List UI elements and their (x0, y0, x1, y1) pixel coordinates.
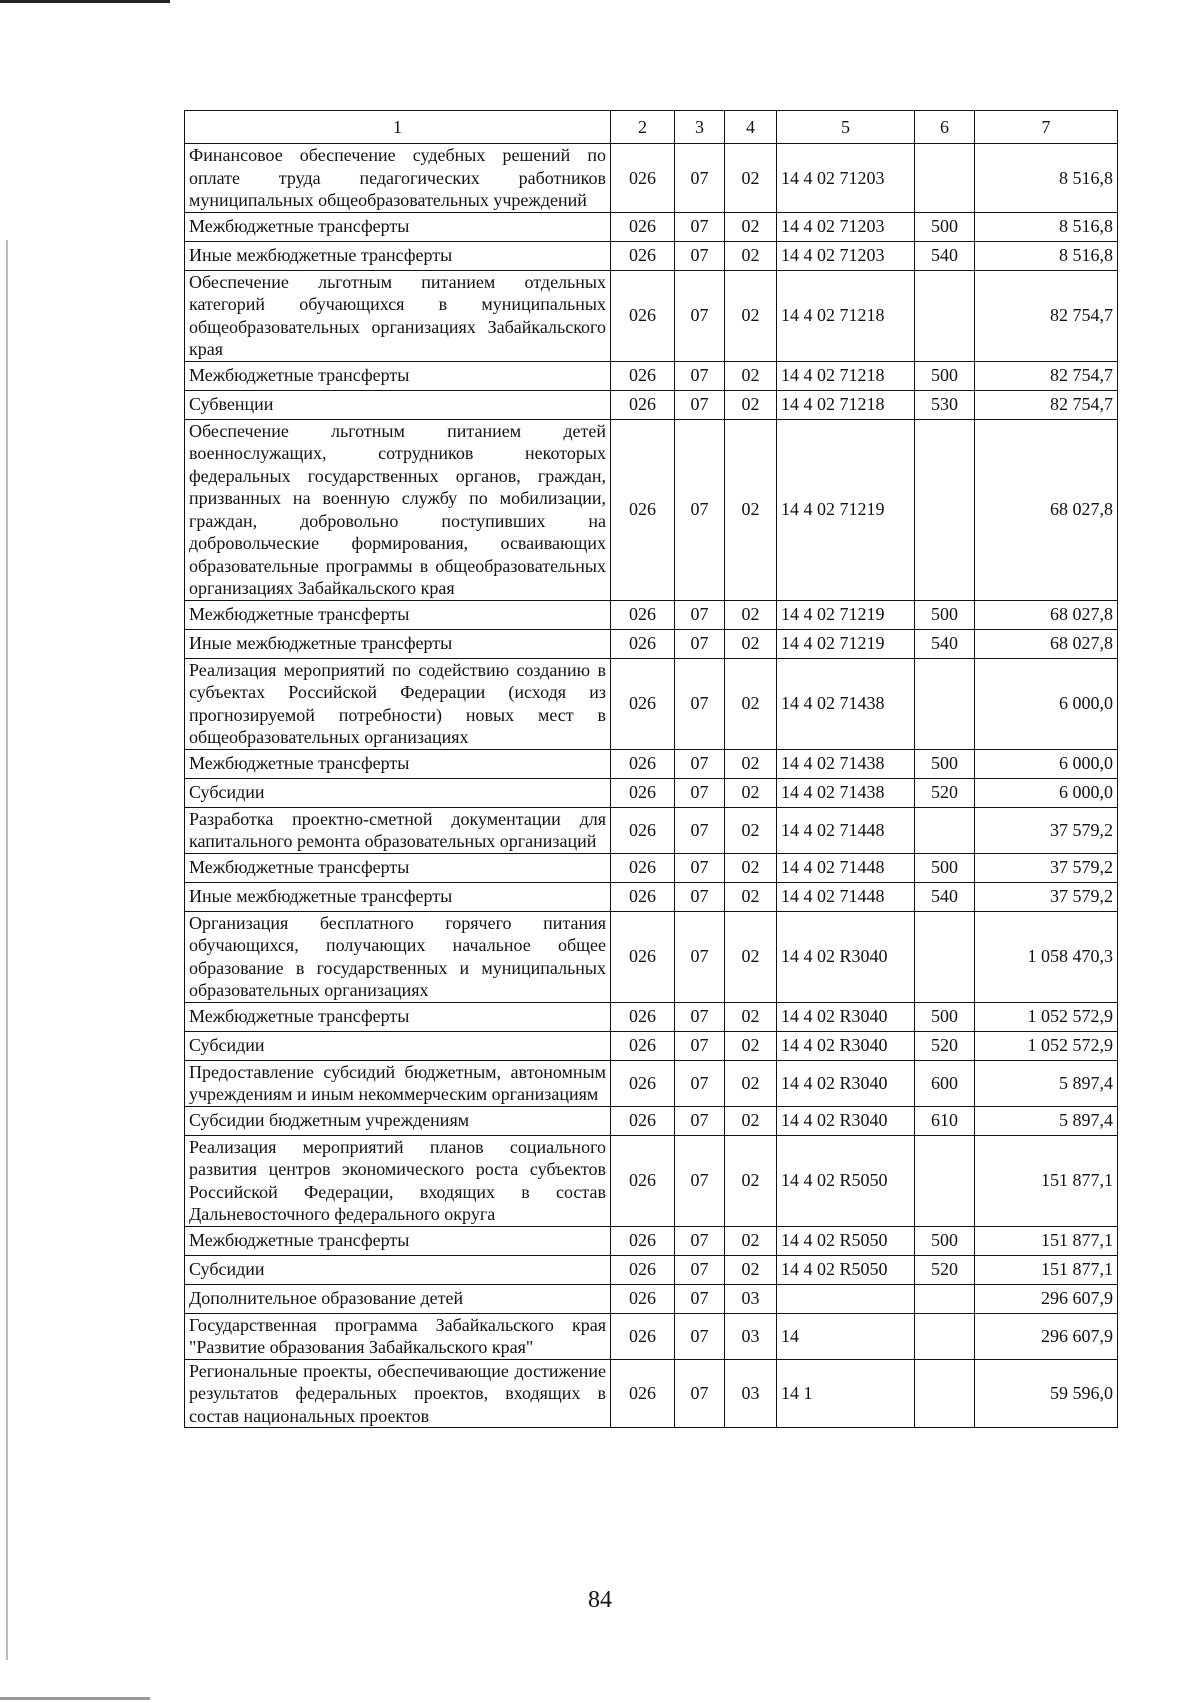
expense-type-cell: 540 (915, 241, 975, 270)
column-header: 7 (975, 111, 1118, 144)
table-row (185, 1002, 1118, 1031)
table-row (185, 658, 1118, 749)
expense-type-cell (915, 1359, 975, 1428)
table-row (185, 144, 1118, 213)
column-header: 2 (611, 111, 675, 144)
subsection-code-cell: 02 (725, 749, 777, 778)
grbs-code-cell: 026 (611, 241, 675, 270)
expense-type-cell: 500 (915, 853, 975, 882)
target-article-cell: 14 1 (777, 1359, 915, 1428)
grbs-code-cell: 026 (611, 1106, 675, 1135)
expense-name-cell: Финансовое обеспечение судебных решений по оплате труда педагогических работников муниципальных общеобразовательных учреждений (185, 144, 611, 213)
expense-type-cell (915, 1313, 975, 1359)
expense-name-cell: Субвенции (185, 390, 611, 419)
amount-cell: 5 897,4 (975, 1060, 1118, 1106)
amount-cell: 151 877,1 (975, 1135, 1118, 1226)
amount-cell: 68 027,8 (975, 600, 1118, 629)
target-article-cell: 14 4 02 71203 (777, 212, 915, 241)
subsection-code-cell: 02 (725, 1060, 777, 1106)
expense-name-cell: Межбюджетные трансферты (185, 1226, 611, 1255)
section-code-cell: 07 (675, 1359, 725, 1428)
scan-artifact-bottom-line (0, 1697, 150, 1700)
scan-artifact-top-line (0, 0, 170, 3)
table-row (185, 629, 1118, 658)
amount-cell: 6 000,0 (975, 658, 1118, 749)
expense-type-cell: 500 (915, 749, 975, 778)
expense-name-cell: Иные межбюджетные трансферты (185, 629, 611, 658)
expense-type-cell: 500 (915, 1226, 975, 1255)
table-row (185, 1031, 1118, 1060)
expense-name-cell: Организация бесплатного горячего питания обучающихся, получающих начальное общее образование в государственных и муниципальных образовательных организациях (185, 911, 611, 1002)
amount-cell: 82 754,7 (975, 390, 1118, 419)
expense-type-cell (915, 1135, 975, 1226)
column-header: 5 (777, 111, 915, 144)
subsection-code-cell: 02 (725, 1002, 777, 1031)
grbs-code-cell: 026 (611, 658, 675, 749)
expense-type-cell: 500 (915, 600, 975, 629)
expense-name-cell: Обеспечение льготным питанием детей военнослужащих, сотрудников некоторых федеральных государственных органов, граждан, призванных на военную службу по мобилизации, граждан, добровольно поступивших на добровольческие формирования, осваивающих образовательные программы в общеобразовательных организациях Забайкальского края (185, 419, 611, 600)
section-code-cell: 07 (675, 1106, 725, 1135)
grbs-code-cell: 026 (611, 270, 675, 361)
target-article-cell: 14 4 02 71203 (777, 241, 915, 270)
expense-type-cell (915, 658, 975, 749)
subsection-code-cell: 02 (725, 1135, 777, 1226)
table-row (185, 853, 1118, 882)
section-code-cell: 07 (675, 144, 725, 213)
subsection-code-cell: 03 (725, 1313, 777, 1359)
subsection-code-cell: 02 (725, 1226, 777, 1255)
subsection-code-cell: 02 (725, 882, 777, 911)
expense-name-cell: Дополнительное образование детей (185, 1284, 611, 1313)
amount-cell: 5 897,4 (975, 1106, 1118, 1135)
grbs-code-cell: 026 (611, 419, 675, 600)
grbs-code-cell: 026 (611, 1226, 675, 1255)
section-code-cell: 07 (675, 390, 725, 419)
grbs-code-cell: 026 (611, 778, 675, 807)
table-row (185, 270, 1118, 361)
expense-type-cell (915, 270, 975, 361)
section-code-cell: 07 (675, 1135, 725, 1226)
grbs-code-cell: 026 (611, 882, 675, 911)
grbs-code-cell: 026 (611, 144, 675, 213)
section-code-cell: 07 (675, 882, 725, 911)
expense-name-cell: Межбюджетные трансферты (185, 600, 611, 629)
page-number: 84 (588, 1587, 612, 1613)
target-article-cell: 14 4 02 71218 (777, 361, 915, 390)
target-article-cell: 14 4 02 71438 (777, 658, 915, 749)
target-article-cell: 14 4 02 R3040 (777, 1002, 915, 1031)
target-article-cell: 14 4 02 R5050 (777, 1226, 915, 1255)
section-code-cell: 07 (675, 658, 725, 749)
amount-cell: 37 579,2 (975, 882, 1118, 911)
section-code-cell: 07 (675, 1255, 725, 1284)
table-row (185, 419, 1118, 600)
subsection-code-cell: 02 (725, 807, 777, 853)
subsection-code-cell: 02 (725, 419, 777, 600)
subsection-code-cell: 02 (725, 1031, 777, 1060)
column-header: 6 (915, 111, 975, 144)
budget-table (184, 110, 1118, 1428)
section-code-cell: 07 (675, 241, 725, 270)
section-code-cell: 07 (675, 778, 725, 807)
target-article-cell: 14 4 02 71203 (777, 144, 915, 213)
expense-type-cell: 500 (915, 212, 975, 241)
section-code-cell: 07 (675, 212, 725, 241)
section-code-cell: 07 (675, 600, 725, 629)
section-code-cell: 07 (675, 749, 725, 778)
grbs-code-cell: 026 (611, 1060, 675, 1106)
target-article-cell: 14 4 02 71448 (777, 807, 915, 853)
table-row (185, 1359, 1118, 1428)
table-row (185, 212, 1118, 241)
section-code-cell: 07 (675, 361, 725, 390)
expense-name-cell: Субсидии бюджетным учреждениям (185, 1106, 611, 1135)
table-row (185, 778, 1118, 807)
grbs-code-cell: 026 (611, 1002, 675, 1031)
table-row (185, 390, 1118, 419)
target-article-cell (777, 1284, 915, 1313)
expense-type-cell: 610 (915, 1106, 975, 1135)
grbs-code-cell: 026 (611, 807, 675, 853)
amount-cell: 6 000,0 (975, 749, 1118, 778)
expense-name-cell: Межбюджетные трансферты (185, 1002, 611, 1031)
grbs-code-cell: 026 (611, 212, 675, 241)
expense-type-cell (915, 144, 975, 213)
expense-name-cell: Межбюджетные трансферты (185, 361, 611, 390)
target-article-cell: 14 4 02 71448 (777, 882, 915, 911)
target-article-cell: 14 4 02 71448 (777, 853, 915, 882)
table-row (185, 807, 1118, 853)
expense-type-cell (915, 419, 975, 600)
table-row (185, 241, 1118, 270)
subsection-code-cell: 02 (725, 241, 777, 270)
section-code-cell: 07 (675, 1031, 725, 1060)
amount-cell: 6 000,0 (975, 778, 1118, 807)
subsection-code-cell: 02 (725, 1255, 777, 1284)
expense-type-cell: 600 (915, 1060, 975, 1106)
column-header: 3 (675, 111, 725, 144)
grbs-code-cell: 026 (611, 1313, 675, 1359)
expense-type-cell (915, 1284, 975, 1313)
expense-name-cell: Предоставление субсидий бюджетным, автономным учреждениям и иным некоммерческим организациям (185, 1060, 611, 1106)
grbs-code-cell: 026 (611, 1284, 675, 1313)
grbs-code-cell: 026 (611, 1135, 675, 1226)
section-code-cell: 07 (675, 807, 725, 853)
grbs-code-cell: 026 (611, 600, 675, 629)
amount-cell: 8 516,8 (975, 144, 1118, 213)
expense-name-cell: Государственная программа Забайкальского края "Развитие образования Забайкальского края" (185, 1313, 611, 1359)
amount-cell: 151 877,1 (975, 1226, 1118, 1255)
target-article-cell: 14 4 02 R3040 (777, 1031, 915, 1060)
subsection-code-cell: 02 (725, 853, 777, 882)
grbs-code-cell: 026 (611, 390, 675, 419)
amount-cell: 296 607,9 (975, 1284, 1118, 1313)
expense-type-cell (915, 807, 975, 853)
target-article-cell: 14 4 02 71219 (777, 629, 915, 658)
subsection-code-cell: 02 (725, 1106, 777, 1135)
amount-cell: 68 027,8 (975, 419, 1118, 600)
grbs-code-cell: 026 (611, 911, 675, 1002)
expense-name-cell: Региональные проекты, обеспечивающие достижение результатов федеральных проектов, входящих в состав национальных проектов (185, 1359, 611, 1428)
expense-type-cell: 540 (915, 882, 975, 911)
table-row (185, 600, 1118, 629)
subsection-code-cell: 02 (725, 212, 777, 241)
target-article-cell: 14 (777, 1313, 915, 1359)
table-row (185, 1255, 1118, 1284)
grbs-code-cell: 026 (611, 1359, 675, 1428)
subsection-code-cell: 02 (725, 778, 777, 807)
expense-name-cell: Иные межбюджетные трансферты (185, 241, 611, 270)
grbs-code-cell: 026 (611, 361, 675, 390)
amount-cell: 1 052 572,9 (975, 1002, 1118, 1031)
expense-name-cell: Обеспечение льготным питанием отдельных категорий обучающихся в муниципальных общеобразовательных организациях Забайкальского края (185, 270, 611, 361)
expense-name-cell: Межбюджетные трансферты (185, 749, 611, 778)
amount-cell: 59 596,0 (975, 1359, 1118, 1428)
table-row (185, 1313, 1118, 1359)
target-article-cell: 14 4 02 R5050 (777, 1255, 915, 1284)
target-article-cell: 14 4 02 R3040 (777, 1106, 915, 1135)
subsection-code-cell: 02 (725, 270, 777, 361)
section-code-cell: 07 (675, 270, 725, 361)
expense-type-cell: 520 (915, 1031, 975, 1060)
table-row (185, 882, 1118, 911)
subsection-code-cell: 02 (725, 911, 777, 1002)
amount-cell: 8 516,8 (975, 212, 1118, 241)
subsection-code-cell: 03 (725, 1359, 777, 1428)
expense-name-cell: Реализация мероприятий по содействию созданию в субъектах Российской Федерации (исходя из прогнозируемой потребности) новых мест в общеобразовательных организациях (185, 658, 611, 749)
expense-type-cell (915, 911, 975, 1002)
table-header-row (185, 111, 1118, 144)
target-article-cell: 14 4 02 71438 (777, 778, 915, 807)
expense-type-cell: 540 (915, 629, 975, 658)
expense-name-cell: Субсидии (185, 778, 611, 807)
expense-name-cell: Межбюджетные трансферты (185, 212, 611, 241)
expense-name-cell: Субсидии (185, 1031, 611, 1060)
table-row (185, 1060, 1118, 1106)
grbs-code-cell: 026 (611, 629, 675, 658)
grbs-code-cell: 026 (611, 1255, 675, 1284)
section-code-cell: 07 (675, 1060, 725, 1106)
section-code-cell: 07 (675, 629, 725, 658)
grbs-code-cell: 026 (611, 853, 675, 882)
subsection-code-cell: 03 (725, 1284, 777, 1313)
section-code-cell: 07 (675, 1313, 725, 1359)
target-article-cell: 14 4 02 71218 (777, 270, 915, 361)
target-article-cell: 14 4 02 71219 (777, 600, 915, 629)
expense-type-cell: 500 (915, 1002, 975, 1031)
amount-cell: 37 579,2 (975, 853, 1118, 882)
column-header: 4 (725, 111, 777, 144)
amount-cell: 151 877,1 (975, 1255, 1118, 1284)
section-code-cell: 07 (675, 419, 725, 600)
expense-name-cell: Реализация мероприятий планов социального развития центров экономического роста субъектов Российской Федерации, входящих в состав Дальневосточного федерального округа (185, 1135, 611, 1226)
table-row (185, 361, 1118, 390)
amount-cell: 37 579,2 (975, 807, 1118, 853)
table-row (185, 1106, 1118, 1135)
table-body (185, 144, 1118, 1428)
scan-artifact-left-edge (6, 240, 8, 1660)
subsection-code-cell: 02 (725, 600, 777, 629)
target-article-cell: 14 4 02 71438 (777, 749, 915, 778)
amount-cell: 82 754,7 (975, 270, 1118, 361)
target-article-cell: 14 4 02 R3040 (777, 911, 915, 1002)
section-code-cell: 07 (675, 911, 725, 1002)
subsection-code-cell: 02 (725, 390, 777, 419)
expense-name-cell: Межбюджетные трансферты (185, 853, 611, 882)
amount-cell: 1 052 572,9 (975, 1031, 1118, 1060)
amount-cell: 8 516,8 (975, 241, 1118, 270)
expense-type-cell: 530 (915, 390, 975, 419)
table-row (185, 1284, 1118, 1313)
subsection-code-cell: 02 (725, 629, 777, 658)
amount-cell: 82 754,7 (975, 361, 1118, 390)
expense-name-cell: Разработка проектно-сметной документации для капитального ремонта образовательных организаций (185, 807, 611, 853)
section-code-cell: 07 (675, 1284, 725, 1313)
expense-name-cell: Иные межбюджетные трансферты (185, 882, 611, 911)
section-code-cell: 07 (675, 853, 725, 882)
subsection-code-cell: 02 (725, 361, 777, 390)
column-header: 1 (185, 111, 611, 144)
target-article-cell: 14 4 02 71219 (777, 419, 915, 600)
expense-type-cell: 500 (915, 361, 975, 390)
grbs-code-cell: 026 (611, 749, 675, 778)
expense-name-cell: Субсидии (185, 1255, 611, 1284)
subsection-code-cell: 02 (725, 144, 777, 213)
table-row (185, 1135, 1118, 1226)
table-row (185, 749, 1118, 778)
table-row (185, 911, 1118, 1002)
amount-cell: 296 607,9 (975, 1313, 1118, 1359)
amount-cell: 1 058 470,3 (975, 911, 1118, 1002)
section-code-cell: 07 (675, 1002, 725, 1031)
section-code-cell: 07 (675, 1226, 725, 1255)
expense-type-cell: 520 (915, 1255, 975, 1284)
subsection-code-cell: 02 (725, 658, 777, 749)
target-article-cell: 14 4 02 R5050 (777, 1135, 915, 1226)
table-row (185, 1226, 1118, 1255)
expense-type-cell: 520 (915, 778, 975, 807)
amount-cell: 68 027,8 (975, 629, 1118, 658)
target-article-cell: 14 4 02 R3040 (777, 1060, 915, 1106)
grbs-code-cell: 026 (611, 1031, 675, 1060)
target-article-cell: 14 4 02 71218 (777, 390, 915, 419)
